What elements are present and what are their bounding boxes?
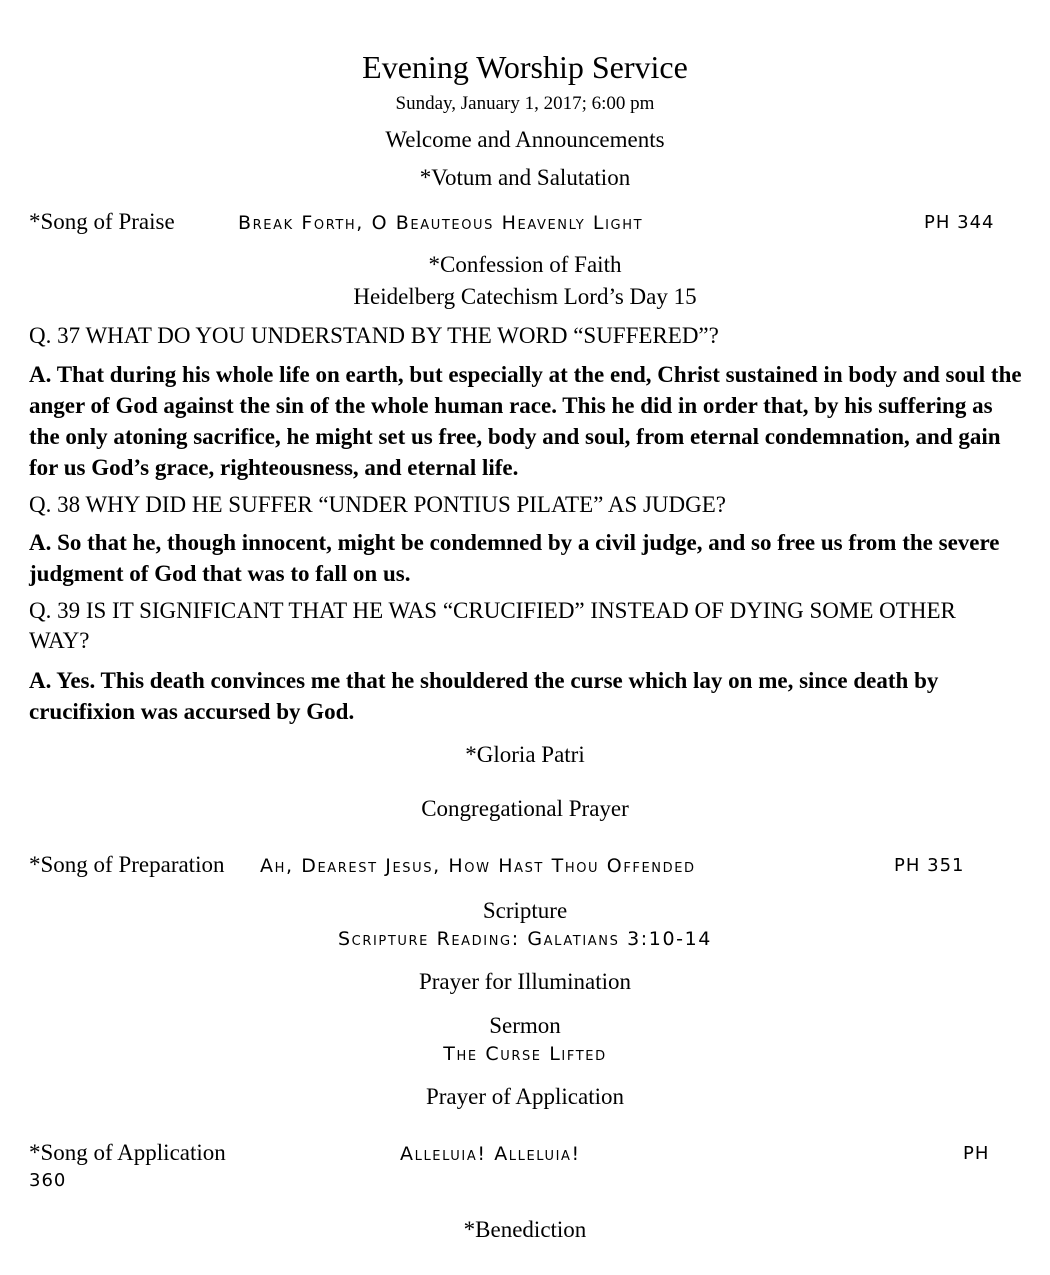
song-preparation-number: PH 351 xyxy=(894,855,965,876)
song-application-number: 360 xyxy=(29,1170,67,1191)
sermon-heading: Sermon xyxy=(489,1013,561,1038)
song-application-number-prefix: PH xyxy=(963,1143,990,1164)
catechism-answer-39: A. Yes. This death convinces me that he shouldered the curse which lay on me, since death by crucifixion was accursed by God. xyxy=(29,668,939,724)
song-preparation-label: *Song of Preparation xyxy=(29,852,225,877)
page-title: Evening Worship Service xyxy=(362,49,688,85)
catechism-answer-38: A. So that he, though innocent, might be condemned by a civil judge, and so free us from the severe judgment of God that was to fall on us. xyxy=(29,530,1000,586)
confession-heading: *Confession of Faith xyxy=(428,252,622,277)
catechism-question-38: Q. 38 WHY DID HE SUFFER “UNDER PONTIUS PILATE” AS JUDGE? xyxy=(29,492,727,517)
application-prayer-heading: Prayer of Application xyxy=(425,1084,624,1109)
song-application-label: *Song of Application xyxy=(29,1140,226,1165)
scripture-heading: Scripture xyxy=(482,898,568,923)
benediction-heading: *Benediction xyxy=(463,1217,587,1242)
catechism-question-37: Q. 37 WHAT DO YOU UNDERSTAND BY THE WORD “SUFFERED”? xyxy=(29,323,719,348)
song-praise-number: PH 344 xyxy=(924,212,995,233)
welcome-heading: Welcome and Announcements xyxy=(385,127,665,152)
confession-subheading: Heidelberg Catechism Lord’s Day 15 xyxy=(353,284,697,309)
catechism-answer-37: A. That during his whole life on earth, but especially at the end, Christ sustained in body and soul the anger of God against the sin of the whole human race. This he did in order that, by his suffering as the only atoning sacrifice, he might set us free, body and soul, from eternal condemnation, and gain for us God’s grace, righteousness, and eternal life. xyxy=(29,362,1022,480)
catechism-question-39: Q. 39 IS IT SIGNIFICANT THAT HE WAS “CRUCIFIED” INSTEAD OF DYING SOME OTHER WAY? xyxy=(29,598,956,653)
scripture-reading: Scripture Reading: Galatians 3:10-14 xyxy=(337,928,712,950)
song-praise-label: *Song of Praise xyxy=(29,209,175,234)
prayer-heading: Congregational Prayer xyxy=(421,796,629,821)
illumination-heading: Prayer for Illumination xyxy=(418,969,632,994)
gloria-heading: *Gloria Patri xyxy=(465,742,585,767)
sermon-title: The Curse Lifted xyxy=(443,1043,607,1065)
song-application-title: Alleluia! Alleluia! xyxy=(400,1143,581,1165)
votum-heading: *Votum and Salutation xyxy=(419,165,631,190)
song-preparation-title: Ah, Dearest Jesus, How Hast Thou Offended xyxy=(260,855,696,877)
song-praise-title: Break Forth, O Beauteous Heavenly Light xyxy=(238,212,644,234)
service-date: Sunday, January 1, 2017; 6:00 pm xyxy=(395,93,655,114)
